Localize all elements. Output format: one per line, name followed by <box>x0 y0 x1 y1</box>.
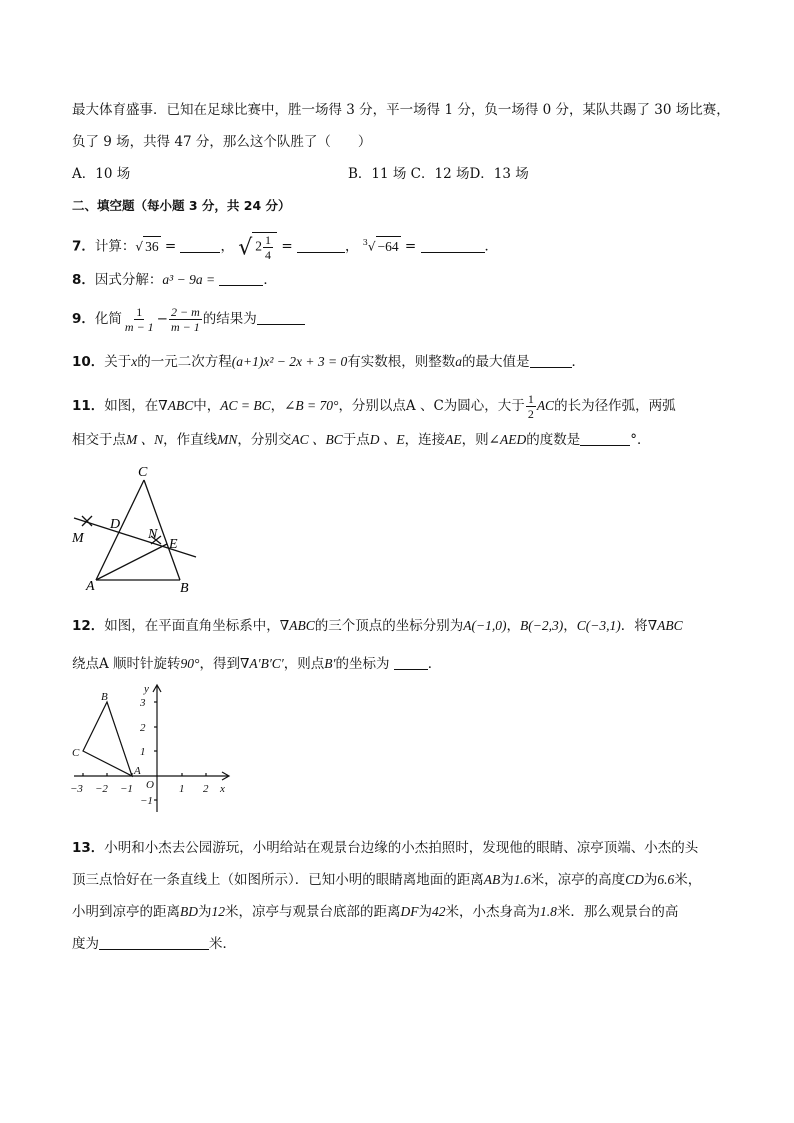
q11-triangle: ∇ABC <box>158 398 194 413</box>
q13-v3: 12 <box>211 904 225 919</box>
q11-line-mn: MN <box>217 432 238 447</box>
q10-text-1: 关于 <box>104 354 132 370</box>
q13-number: 13． <box>72 840 105 856</box>
q9-frac1-num: 1 <box>136 305 143 319</box>
q7-cube-index: 3 <box>362 238 368 248</box>
q8-expression: a³ − 9a = <box>162 272 216 287</box>
q8 <box>72 270 734 290</box>
q11-figure <box>68 460 208 595</box>
q11-line-mn-drawn <box>74 518 196 557</box>
q7-period: ． <box>484 238 499 255</box>
q12-ylabel-3: 3 <box>140 697 146 709</box>
q13-text-1: 小明和小杰去公园游玩，小明给站在观景台边缘的小杰拍照时，发现他的眼睛、凉亭顶端、小杰的头 <box>104 840 699 856</box>
q13-t10: 米，小杰身高为 <box>445 904 540 920</box>
q13-t9: 为 <box>418 904 432 920</box>
q13-cd: CD <box>625 872 644 887</box>
q13-line4 <box>72 934 734 954</box>
q10-var-a: a <box>455 354 463 369</box>
q11-angle-aed: ∠AED <box>488 432 527 447</box>
q11-mn: M 、N <box>126 432 164 447</box>
q12-t2: 的三个顶点的坐标分别为 <box>314 618 464 634</box>
q13-t13: 米． <box>209 936 236 952</box>
q12-label-y: y <box>144 683 149 695</box>
q9-frac2-den: m − 1 <box>170 320 200 334</box>
q7-frac-num: 1 <box>265 233 272 247</box>
q11-number: 11． <box>72 398 105 414</box>
q11-label-c: C <box>138 465 148 480</box>
q7-blank-3[interactable] <box>421 238 485 253</box>
q13-t5: 米， <box>674 872 702 888</box>
q7-eq-1: = <box>164 238 177 255</box>
q7-blank-2[interactable] <box>297 238 345 253</box>
q9-minus: − <box>156 311 168 327</box>
q12-t7: 的坐标为 <box>335 656 390 672</box>
q12-xlabel-2: 2 <box>203 783 209 795</box>
q11-label-e: E <box>169 537 178 552</box>
q11-t11: 的度数是 <box>526 432 581 448</box>
q12-figure <box>68 680 238 820</box>
q9 <box>72 300 734 338</box>
q12-ylabel-1: 1 <box>140 746 146 758</box>
q12-t3: ．将 <box>620 618 648 634</box>
q12-t6: ，则点 <box>283 656 325 672</box>
q12-xlabel-m3: −3 <box>70 783 83 795</box>
q11-ac-bc: AC 、BC <box>291 432 343 447</box>
q11-label-n: N <box>148 527 158 542</box>
q11-t7: ，分别交 <box>237 432 292 448</box>
q7-prefix: 计算： <box>94 238 136 255</box>
q13-line1 <box>72 838 734 858</box>
q13-t3: 米，凉亭的高度 <box>530 872 626 888</box>
q8-prefix: 因式分解： <box>94 272 163 288</box>
q6-option-a: A．10 场 <box>72 166 131 182</box>
q13-t4: 为 <box>643 872 658 888</box>
q11-label-d: D <box>110 517 121 532</box>
q13-v4: 42 <box>432 904 446 919</box>
q12-coord-c: C(−3,1) <box>576 618 621 633</box>
q12-xlabel-1: 1 <box>179 783 185 795</box>
q13-ab: AB <box>483 872 501 887</box>
q11-t8: 于点 <box>342 432 370 448</box>
q13-v5: 1.8 <box>540 904 557 919</box>
q12-xlabel-m1: −1 <box>120 783 133 795</box>
q11-line2 <box>72 430 734 450</box>
q13-t1: 顶三点恰好在一条直线上（如图所示）．已知小明的眼睛离地面的距离 <box>72 872 484 888</box>
q12-triangle: ∇ABC <box>279 618 315 633</box>
q10-text-3: 有实数根，则整数 <box>347 354 456 370</box>
q9-blank[interactable] <box>257 310 305 325</box>
q13-t6: 小明到凉亭的距离 <box>72 904 180 920</box>
q13-t12: 度为 <box>72 936 99 952</box>
q7-mixed-int: 2 <box>255 238 263 254</box>
q9-frac1-den: m − 1 <box>124 320 154 334</box>
q6-line2 <box>72 132 734 152</box>
q6-text-1: 最大体育盛事．已知在足球比赛中，胜一场得 3 分，平一场得 1 分，负一场得 0 分，某队共踢了 30 场比赛， <box>72 102 730 118</box>
q11-line1 <box>72 392 734 421</box>
q13-t2: 为 <box>500 872 514 888</box>
q12-coord-a: A(−1,0) <box>463 618 507 633</box>
q12-line1: 12．如图，在平面直角坐标系中，∇ABC的三个顶点的坐标分别为A(−1,0)，B(−2,3)，C(−3,1)．将∇ABC <box>72 618 683 634</box>
q13-blank[interactable] <box>99 935 209 950</box>
q8-blank[interactable] <box>219 271 263 286</box>
q12-label-c: C <box>72 747 80 759</box>
q11-t3: ，分别以点A 、C为圆心，大于 <box>338 398 525 414</box>
q12-line2 <box>72 654 734 674</box>
q12-label-b: B <box>101 691 108 703</box>
q12-triangle-2: ∇ABC <box>647 618 683 633</box>
q11-label-m: M <box>72 531 84 546</box>
q9-number: 9． <box>72 311 95 327</box>
q9-frac2-num: 2 − m <box>170 305 200 319</box>
q13-v2: 6.6 <box>657 872 675 887</box>
q11-ac: AC <box>536 398 555 413</box>
q12-point-b-prime: B′ <box>324 656 336 671</box>
q12-period: ． <box>427 656 442 672</box>
q11-de: D 、E <box>369 432 405 447</box>
q6-text-2: 负了 9 场，共得 47 分，那么这个队胜了（ ） <box>72 134 372 150</box>
q11-degree: °． <box>630 432 651 448</box>
q12-coord-b: B(−2,3) <box>519 618 564 633</box>
q7-comma-2: ， <box>344 238 359 255</box>
q11-half-num: 1 <box>527 392 534 406</box>
q11-segment-ae <box>96 544 167 580</box>
q13-df: DF <box>400 904 419 919</box>
q13-line2 <box>72 870 734 890</box>
q7-eq-2: = <box>281 238 293 255</box>
q7: 7．计算：√ 36 = ， √ 2 $\frac{1}{4}$ = ， $^3$√ −64 = ． <box>72 233 499 262</box>
q7-frac-den: 4 <box>265 248 272 262</box>
q6-line1 <box>72 100 734 120</box>
q11-half-den: 2 <box>527 407 534 421</box>
q7-comma-1: ， <box>220 238 234 255</box>
q12-xlabel-m2: −2 <box>95 783 108 795</box>
q12-label-o: O <box>146 779 154 791</box>
section-2-heading: 二、填空题（每小题 3 分，共 24 分） <box>72 198 291 213</box>
q6-option-bcd: B．11 场 C．12 场D．13 场 <box>348 166 529 182</box>
q10-period: ． <box>571 354 586 370</box>
q12-number: 12． <box>72 618 105 634</box>
q11-t2: 中， <box>193 398 221 414</box>
q13-bd: BD <box>180 904 198 919</box>
q7-eq-3: = <box>404 238 417 255</box>
q12-ylabel-m1: −1 <box>140 795 153 807</box>
q12-t1: 如图，在平面直角坐标系中， <box>104 618 280 634</box>
q13-t8: 米，凉亭与观景台底部的距离 <box>225 904 401 920</box>
q13-v1: 1.6 <box>513 872 531 887</box>
q12-triangle-abc <box>83 702 132 776</box>
q8-period: ． <box>263 272 277 288</box>
q7-radicand-1: 36 <box>143 236 161 257</box>
q6-options <box>72 164 734 184</box>
q11-cond1: AC = BC <box>220 398 271 413</box>
q12-blank[interactable] <box>394 655 428 670</box>
q12-t4: 绕点A 顺时针旋转 <box>72 656 181 672</box>
q11-t10: ，则 <box>461 432 489 448</box>
q13-t7: 为 <box>198 904 212 920</box>
q11-label-a: A <box>86 579 95 594</box>
q12-label-x: x <box>220 783 225 795</box>
q9-prefix: 化简 <box>94 311 122 327</box>
q13-line3 <box>72 902 734 922</box>
q12-ylabel-2: 2 <box>140 722 146 734</box>
q11-cond2: ∠B = 70° <box>284 398 339 413</box>
q12-t5: ，得到 <box>199 656 240 672</box>
q11-t5: 相交于点 <box>72 432 126 448</box>
q10-equation: (a+1)x² − 2x + 3 = 0 <box>231 354 348 369</box>
q11-t6: ，作直线 <box>163 432 218 448</box>
q10-blank[interactable] <box>530 353 572 368</box>
q10-text-4: 的最大值是 <box>462 354 530 370</box>
q13-t11: 米．那么观景台的高 <box>556 904 679 920</box>
q11-sep: ， <box>270 398 285 414</box>
q12-label-a: A <box>134 765 141 777</box>
q11-ae: AE <box>445 432 462 447</box>
q12-angle: 90° <box>180 656 200 671</box>
q7-blank-1[interactable] <box>180 238 220 253</box>
q9-suffix: 的结果为 <box>202 311 257 327</box>
q8-number: 8． <box>72 272 95 288</box>
q12-triangle-prime: ∇A′B′C′ <box>239 656 284 671</box>
q10-number: 10． <box>72 354 105 370</box>
q10 <box>72 352 734 372</box>
q7-number: 7． <box>72 238 95 255</box>
q11-t1: 如图，在 <box>104 398 159 414</box>
q11-t4: 的长为径作弧，两弧 <box>554 398 676 414</box>
q11-t9: ，连接 <box>404 432 446 448</box>
q11-blank[interactable] <box>580 431 630 446</box>
q11-label-b: B <box>180 581 189 595</box>
q10-var-x: x <box>131 354 138 369</box>
q10-text-2: 的一元二次方程 <box>137 354 232 370</box>
q7-radicand-3: −64 <box>376 236 401 257</box>
